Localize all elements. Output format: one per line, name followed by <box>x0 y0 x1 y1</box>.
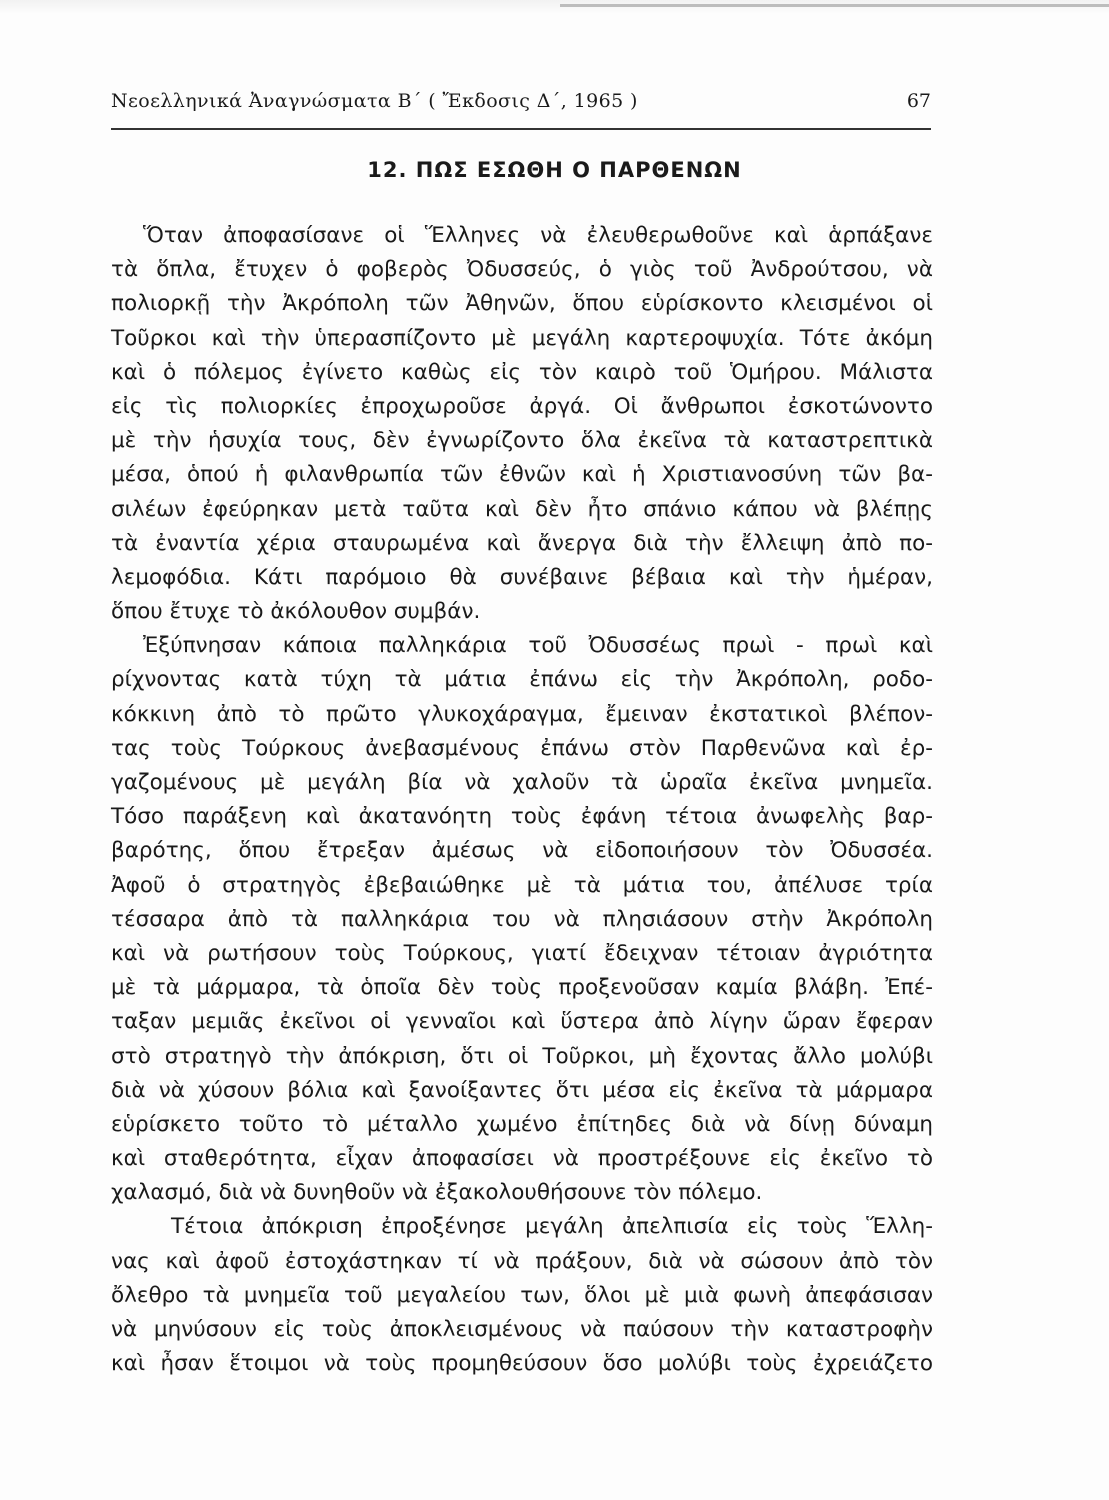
text-line: διὰ νὰ χύσουν βόλια καὶ ξανοίξαντες ὅτι μέσα εἰς ἐκεῖνα τὰ μάρμαρα <box>111 1077 933 1103</box>
body-text <box>111 219 933 1381</box>
running-title: Νεοελληνικά Ἀναγνώσματα Β΄ ( Ἔκδοσις Δ΄, 1965 ) <box>111 90 638 112</box>
text-line: τέσσαρα ἀπὸ τὰ παλληκάρια του νὰ πλησιάσουν στὴν Ἀκρόπολη <box>111 906 933 932</box>
text-line: εἰς τὶς πολιορκίες ἐπροχωροῦσε ἀργά. Οἱ ἄνθρωποι ἐσκοτώνοντο <box>111 393 933 419</box>
text-line: καὶ ὁ πόλεμος ἐγίνετο καθὼς εἰς τὸν καιρὸ τοῦ Ὁμήρου. Μάλιστα <box>111 359 933 385</box>
text-line: Ἀφοῦ ὁ στρατηγὸς ἐβεβαιώθηκε μὲ τὰ μάτια του, ἀπέλυσε τρία <box>111 872 933 898</box>
page-top-edge <box>0 0 1109 14</box>
chapter-title: 12. ΠΩΣ ΕΣΩΘΗ Ο ΠΑΡΘΕΝΩΝ <box>367 158 742 182</box>
running-head <box>111 90 931 122</box>
text-line: πολιορκῇ τὴν Ἀκρόπολη τῶν Ἀθηνῶν, ὅπου εὑρίσκοντο κλεισμένοι οἱ <box>111 291 933 317</box>
text-line: καὶ νὰ ρωτήσουν τοὺς Τούρκους, γιατί ἔδειχναν τέτοιαν ἀγριότητα <box>111 940 933 966</box>
page-number: 67 <box>906 90 931 112</box>
text-line: νας καὶ ἀφοῦ ἐστοχάστηκαν τί νὰ πράξουν, διὰ νὰ σώσουν ἀπὸ τὸν <box>111 1248 933 1274</box>
text-line: βαρότης, ὅπου ἔτρεξαν ἀμέσως νὰ εἰδοποιήσουν τὸν Ὀδυσσέα. <box>111 838 933 864</box>
text-line: Ἐξύπνησαν κάποια παλληκάρια τοῦ Ὀδυσσέως πρωὶ - πρωὶ καὶ <box>143 633 933 659</box>
text-line: Τοῦρκοι καὶ τὴν ὑπερασπίζοντο μὲ μεγάλη καρτεροψυχία. Τότε ἀκόμη <box>111 325 933 351</box>
text-line: καὶ σταθερότητα, εἶχαν ἀποφασίσει νὰ προστρέξουνε εἰς ἐκεῖνο τὸ <box>111 1146 933 1172</box>
text-line: εὑρίσκετο τοῦτο τὸ μέταλλο χωμένο ἐπίτηδες διὰ νὰ δίνῃ δύναμη <box>111 1111 933 1137</box>
text-line: μέσα, ὁπού ἡ φιλανθρωπία τῶν ἐθνῶν καὶ ἡ Χριστιανοσύνη τῶν βα- <box>111 462 933 488</box>
text-line: στὸ στρατηγὸ τὴν ἀπόκριση, ὅτι οἱ Τοῦρκοι, μὴ ἔχοντας ἄλλο μολύβι <box>111 1043 933 1069</box>
scan-edge-line <box>560 4 1109 7</box>
text-line: Ὅταν ἀποφασίσανε οἱ Ἕλληνες νὰ ἐλευθερωθοῦνε καὶ ἁρπάξανε <box>143 223 933 248</box>
text-line: νὰ μηνύσουν εἰς τοὺς ἀποκλεισμένους νὰ παύσουν τὴν καταστροφὴν <box>111 1317 933 1342</box>
text-line: ὄλεθρο τὰ μνημεῖα τοῦ μεγαλείου των, ὅλοι μὲ μιὰ φωνὴ ἀπεφάσισαν <box>111 1282 933 1308</box>
text-line: κόκκινη ἀπὸ τὸ πρῶτο γλυκοχάραγμα, ἔμειναν ἐκστατικοὶ βλέπον- <box>111 701 933 727</box>
text-line: ταξαν μεμιᾶς ἐκεῖνοι οἱ γενναῖοι καὶ ὕστερα ἀπὸ λίγην ὥραν ἔφεραν <box>111 1009 933 1035</box>
text-line: ρίχνοντας κατὰ τύχη τὰ μάτια ἐπάνω εἰς τὴν Ἀκρόπολη, ροδο- <box>111 667 933 693</box>
text-line: καὶ ἦσαν ἕτοιμοι νὰ τοὺς προμηθεύσουν ὅσο μολύβι τοὺς ἐχρειάζετο <box>111 1351 933 1377</box>
text-line: τὰ ἐναντία χέρια σταυρωμένα καὶ ἄνεργα διὰ τὴν ἔλλειψη ἀπὸ πο- <box>111 530 933 556</box>
text-line: γαζομένους μὲ μεγάλη βία νὰ χαλοῦν τὰ ὡραῖα ἐκεῖνα μνημεῖα. <box>111 770 933 795</box>
text-line: μὲ τὰ μάρμαρα, τὰ ὁποῖα δὲν τοὺς προξενοῦσαν καμία βλάβη. Ἐπέ- <box>111 975 933 1001</box>
text-line: Τέτοια ἀπόκριση ἐπροξένησε μεγάλη ἀπελπισία εἰς τοὺς Ἕλλη- <box>171 1214 933 1240</box>
text-line: Τόσο παράξενη καὶ ἀκατανόητη τοὺς ἐφάνη τέτοια ἀνωφελὴς βαρ- <box>111 804 933 830</box>
text-line: τας τοὺς Τούρκους ἀνεβασμένους ἐπάνω στὸν Παρθενῶνα καὶ ἐρ- <box>111 735 933 761</box>
header-rule <box>111 128 931 130</box>
text-line: σιλέων ἐφεύρηκαν μετὰ ταῦτα καὶ δὲν ἦτο σπάνιο κάπου νὰ βλέπῃς <box>111 496 933 522</box>
text-line: τὰ ὅπλα, ἔτυχεν ὁ φοβερὸς Ὀδυσσεύς, ὁ γιὸς τοῦ Ἀνδρούτσου, νὰ <box>111 257 933 283</box>
text-line: ὅπου ἔτυχε τὸ ἀκόλουθον συμβάν. <box>111 599 481 625</box>
text-line: χαλασμό, διὰ νὰ δυνηθοῦν νὰ ἐξακολουθήσουνε τὸν πόλεμο. <box>111 1180 763 1206</box>
text-line: μὲ τὴν ἡσυχία τους, δὲν ἐγνωρίζοντο ὅλα ἐκεῖνα τὰ καταστρεπτικὰ <box>111 428 933 454</box>
text-line: λεμοφόδια. Κάτι παρόμοιο θὰ συνέβαινε βέβαια καὶ τὴν ἡμέραν, <box>111 564 933 590</box>
